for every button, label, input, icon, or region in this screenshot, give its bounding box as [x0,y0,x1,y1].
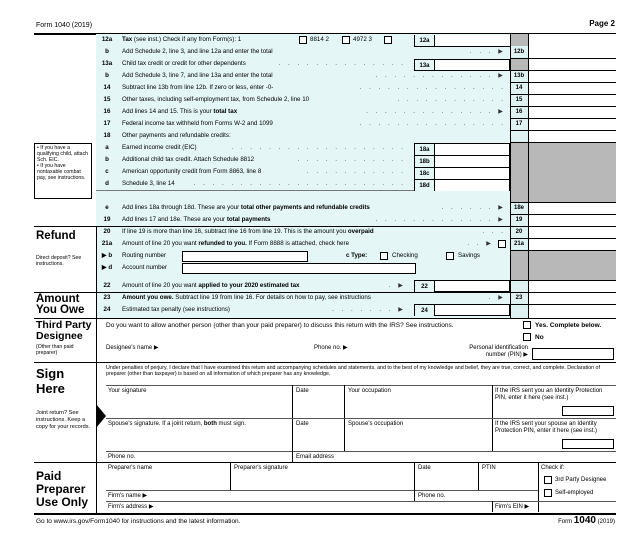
savings-checkbox[interactable] [446,252,454,260]
line-17: 17 Federal income tax withheld from Forms W-2 and 1099 . . . . . . . . . . . . . . . . [103,120,506,127]
form-8888-checkbox[interactable] [498,240,506,248]
line-16: 16 Add lines 14 and 15. This is your total tax . . . . . . . . . . . . . . ▶ [103,108,506,115]
designee-yes-checkbox[interactable] [523,321,531,329]
other-form-checkbox[interactable] [384,36,392,44]
line-23: 23 Amount you owe. Subtract line 19 from line 16. For details on how to pay, see instructions . ▶ [103,294,506,301]
line-21d: ▶ d Account number [101,264,168,271]
sign-arrow-icon [96,404,106,428]
sign-here-heading: Sign Here [36,366,65,396]
side-note: • If you have a qualifying child, attach Sch. EIC. • If you have nontaxable combat pay, see instructions. [34,143,92,199]
routing-number-input[interactable] [182,251,308,262]
designee-no-checkbox[interactable] [523,333,531,341]
direct-deposit-note: Direct deposit? See instructions. [36,255,82,267]
line-14: 14 Subtract line 13b from line 12b. If zero or less, enter -0- . . . . . . . . . . . . . . . . [103,84,506,91]
line-13b: b Add Schedule 3, line 7, and line 13a and enter the total . . . . . . . . . . . . . ▶ [105,72,506,79]
line-24: 24 Estimated tax penalty (see instructions) . . . . . . . ▶ [103,306,406,313]
third-party-question: Do you want to allow another person (other than your paid preparer) to discuss this return with the IRS? See instructions. [106,322,454,329]
email-label: Email address [296,454,335,460]
phone-label: Phone no. [108,454,136,460]
footer-form-id: Form 1040 (2019) [558,515,615,526]
line-12a: 12a Tax (see inst.) Check if any from Form(s): 1 8814 2 4972 3 [96,34,510,46]
line-15: 15 Other taxes, including self-employment tax, from Schedule 2, line 10 . . . . . . . . . . . . [103,96,506,103]
line-13a: 13a Child tax credit or credit for other dependents . . . . . . . . . . . . . . [101,60,406,67]
footer-link: Go to www.irs.gov/Form1040 for instructions and the latest information. [36,518,241,525]
designee-pin-label: Personal identification number (PIN) ▶ [469,345,528,358]
firm-name-label: Firm's name ▶ [108,493,148,499]
page-number: Page 2 [589,19,615,28]
form-8814-checkbox[interactable] [299,36,307,44]
refund-heading: Refund [36,230,76,242]
designee-pin-input[interactable] [532,348,614,360]
checking-checkbox[interactable] [380,252,388,260]
col-18a-18d: 18a 18b 18c 18d [414,143,434,191]
spouse-signature-label: Spouse's signature. If a joint return, both must sign. [108,421,246,427]
your-signature-field[interactable] [106,386,292,416]
line-22-amount[interactable] [434,280,510,292]
designee-phone-label: Phone no. ▶ [314,345,348,351]
paid-preparer-heading: Paid Preparer Use Only [36,469,89,509]
line-18d: d Schedule 3, line 14 . . . . . . . . . . . . . . . . . . . . . . . [105,180,406,187]
line-22: 22 Amount of line 20 you want applied to your 2020 estimated tax . ▶ [103,282,406,289]
line-18: 18 Other payments and refundable credits: [103,132,231,139]
form-4972-checkbox[interactable] [342,36,350,44]
form-title: Form 1040 (2019) [36,22,93,29]
line-18b: b Additional child tax credit. Attach Schedule 8812 . . . . . . . . . . . . [105,156,406,163]
designee-name-label: Designee's name ▶ [106,345,159,351]
line-24-amount[interactable] [434,304,510,316]
line-21b: ▶ b Routing number c Type: Checking Savings [101,252,481,259]
line-20: 20 If line 19 is more than line 16, subtract line 16 from line 19. This is the amount you overpaid . . . [103,228,506,235]
form-1040-page-2: Form 1040 (2019) Page 2 12a Tax (see inst.) Check if any from Form(s): 1 8814 2 4972 3 12a b Add Schedule 2, line 3, and line 12a and enter the total . . . ▶ 13a Child tax credit or credit for other dependents . . . . . . . . . . . . . . 13a b Add Schedule 3, line 7, and line 13a and enter the total . . . . . . . . . . . . . ▶ 14 Subtract line 13b from line 12b. If zero or less, enter -0- . . . . . . . . . . . . . . . . 15 Other taxes, including self-employment tax, from Schedule 2, line 10 . . . . . . . . . . . . 16 Add lines 14 and 15. This is your total tax . . . . . . . . . . . . . . ▶ 17 Federal income tax withheld from Forms W-2 and 1099 . . . . . . . . . . . . . . . . 18 Other payments and refundable credits: a Earned income credit (EIC) . . . . . . . . . . . . . . . . . . . b Additional child tax credit. Attach Schedule 8812 . . . . . . . . . . . . c American opportunity credit from Form 8863, line 8 . . . . . . . . . . . d Schedule 3, line 14 . . . . . . . . . . . . . . . . . . . . . . . 18a 18b 18c 18d e Add lines 18a through 18d. These are your total other payments and refundable credits . . . . . . ▶ 19 Add lines 17 and 18e. These are your total payments . . . . . . . . . . . . . ▶ 12b 13b 14 15 16 17 18e 19 20 21a 23 • If you have a qualifying child, attach Sch. EIC. • If you have nontaxable combat pay, see instructions. Refund Direct deposit? See instructions. 20 If line 19 is more than line 16, subtract line 16 from line 19. This is the amount you overpaid . . . 21a Amount of line 20 you want refunded to you. If Form 8888 is attached, check here . . ▶ ▶ b Routing number c Type: Checking Savings ▶ d Account number 22 Amount of line 20 you want applied to your 2020 estimated tax . ▶ 22 Amount You Owe 23 Amount you owe. Subtract line 19 from line 16. For details on how to pay, see instructions . ▶ 24 Estimated tax penalty (see instructions) . . . . . . . ▶ 24 Third Party Designee (Other than paid preparer) Do you want to allow another person (other than your paid preparer) to discuss this return with the IRS? See instructions. Yes. Complete below. No Designee's name ▶ Phone no. ▶ Personal identification number (PIN) ▶ Sign Here Under penalties of perjury, I declare that I have examined this return and accompanying schedules and statements, and to the best of my knowledge and belief, they are true, correct, and complete. Declaration of preparer (other than taxpayer) is based on all information of which preparer has any knowledge. Joint return? See instructions. Keep a copy for your records. Your signature Date Your occupation If the IRS sent you an Identity Protection PIN, enter it here (see inst.) Spouse's signature. If a joint return, both must sign. Date Spouse's occupation If the IRS sent your spouse an Identity Protection PIN, enter it here (see inst.) Phone no. Email address Paid Preparer Use Only Preparer's name Preparer's signature Date PTIN Check if: 3rd Party Designee Self-employed Firm's name ▶ Phone no. Firm's address ▶ Firm's EIN ▶ Go to www.irs.gov/Form1040 for instructions and the latest information. Form 1040 (2019) [36,19,615,526]
line-12b: b Add Schedule 2, line 3, and line 12a and enter the total . . . ▶ [105,48,506,55]
account-number-input[interactable] [182,263,416,274]
line-21a: 21a Amount of line 20 you want refunded to you. If Form 8888 is attached, check here . . ▶ [96,238,510,250]
self-employed-checkbox[interactable] [544,489,552,497]
line-18c: c American opportunity credit from Form 8863, line 8 . . . . . . . . . . . [105,168,406,175]
joint-return-note: Joint return? See instructions. Keep a copy for your records. [36,410,91,430]
line-18a: a Earned income credit (EIC) . . . . . . . . . . . . . . . . . . . [105,144,406,151]
spouse-identity-pin-input[interactable] [562,439,614,449]
line-18e: e Add lines 18a through 18d. These are your total other payments and refundable credits . . . . . . ▶ [105,204,506,211]
perjury-statement: Under penalties of perjury, I declare that I have examined this return and accompanying schedules and statements, and to the best of my knowledge and belief, they are true, correct, and complete. Declaration of preparer (other than taxpayer) is based on all information of which preparer has any knowledge. [106,365,600,377]
identity-pin-input[interactable] [562,406,614,416]
firm-address-label: Firm's address ▶ [108,504,154,510]
line-19: 19 Add lines 17 and 18e. These are your total payments . . . . . . . . . . . . . ▶ [103,216,506,223]
amount-owe-heading: Amount You Owe [36,293,85,316]
third-party-heading: Third Party Designee [36,319,92,342]
third-party-designee-checkbox[interactable] [544,476,552,484]
